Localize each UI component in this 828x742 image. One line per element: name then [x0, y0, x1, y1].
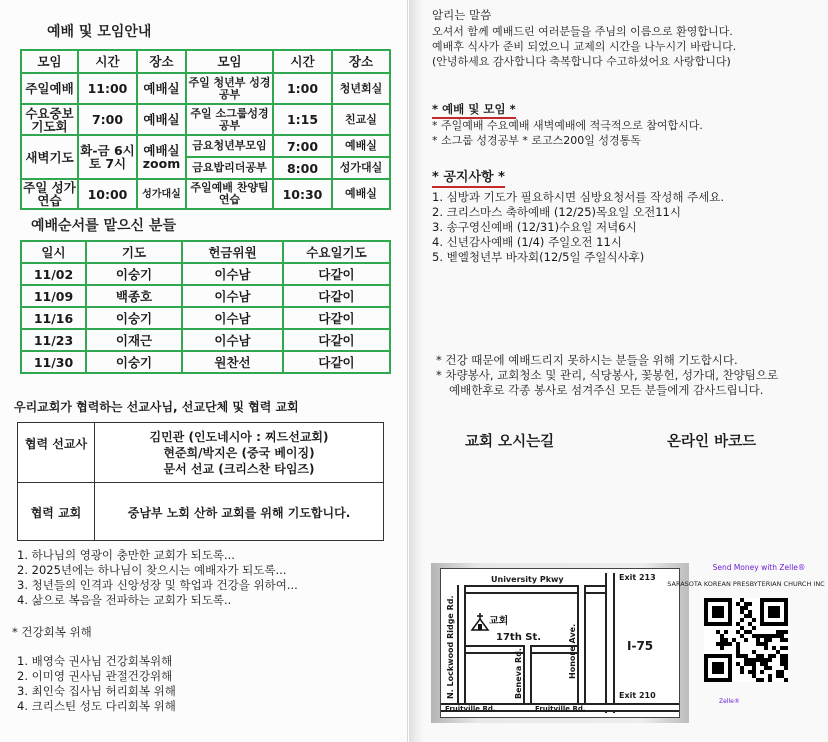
schedule-row [21, 104, 390, 135]
honore-road [577, 585, 586, 711]
welcome-line: 예배후 식사가 준비 되었으니 교제의 시간을 나누시기 바랍니다. [432, 40, 737, 53]
zelle-org-name: SARASOTA KOREAN PRESBYTERIAN CHURCH INC [667, 580, 825, 588]
street-17-label: 17th St. [496, 632, 542, 643]
schedule-title: 예배 및 모임안내 [47, 24, 152, 40]
goal-item: 3. 청년들의 인격과 신앙성장 및 학업과 건강을 위하여... [17, 578, 298, 592]
duty-title: 예배순서를 맡으신 분들 [31, 218, 176, 234]
partner-church: 중남부 노회 산하 교회를 위해 기도합니다. [127, 506, 351, 520]
duty-cell: 다같이 [283, 351, 390, 373]
schedule-cell: 주일 소그룹성경공부 [186, 104, 273, 135]
duty-cell: 이수남 [182, 285, 283, 307]
schedule-cell: 예배실 [332, 179, 390, 209]
schedule-cell: 예배실 [332, 135, 390, 157]
goal-item: 1. 하나님의 영광이 충만한 교회가 되도록... [17, 548, 235, 562]
mission-label-missionary: 협력 선교사 [24, 437, 88, 451]
i75-label: I-75 [627, 639, 654, 653]
notice-item: 2. 크리스마스 축하예배 (12/25)목요일 오전11시 [432, 205, 681, 219]
schedule-cell: 금요밥리더공부 [186, 157, 273, 179]
worship-text [432, 118, 703, 148]
mission-title: 우리교회가 협력하는 선교사님, 선교단체 및 협력 교회 [14, 400, 299, 414]
beneva-road [523, 645, 532, 711]
health-list [17, 654, 176, 714]
schedule-cell: 7:00 [273, 135, 332, 157]
schedule-cell: 10:00 [78, 179, 137, 209]
schedule-row [21, 179, 390, 209]
missionary-item: 김민관 (인도네시아 : 찌드선교회) [149, 430, 329, 444]
worship-title-text: * 예배 및 모임 * [432, 102, 516, 119]
worship-title [432, 102, 516, 117]
exit-210-label: Exit 210 [619, 691, 656, 700]
directions-title: 교회 오시는길 [465, 434, 555, 450]
goal-item: 2. 2025년에는 하나님이 찾으시는 예배자가 되도록... [17, 563, 287, 577]
schedule-cell: 8:00 [273, 157, 332, 179]
health-title: * 건강회복 위해 [12, 625, 92, 639]
health-item: 3. 최인숙 집사님 허리회복 위해 [17, 684, 176, 698]
duty-header: 일시 [21, 241, 86, 263]
goals-list [17, 548, 298, 608]
missionary-item: 현준희/박지은 (중국 베이징) [163, 446, 315, 460]
fruitville-label-2: Fruitville Rd. [535, 705, 586, 713]
worship-line: * 주일예배 수요예배 새벽예배에 적극적으로 참여합시다. [432, 119, 703, 132]
zelle-small-label: Zelle® [719, 698, 740, 705]
exit-213-label: Exit 213 [619, 573, 656, 582]
schedule-cell: 예배실 [137, 104, 186, 135]
duty-cell: 11/09 [21, 285, 86, 307]
honore-label: Honore Ave. [568, 623, 577, 679]
schedule-cell: 주일 청년부 성경공부 [186, 73, 273, 104]
notice-title [432, 170, 505, 185]
schedule-cell: 청년회실 [332, 73, 390, 104]
map-frame [431, 563, 689, 723]
duty-cell: 11/16 [21, 307, 86, 329]
schedule-header: 모임 [21, 50, 78, 73]
schedule-cell: 11:00 [78, 73, 137, 104]
schedule-cell: 10:30 [273, 179, 332, 209]
schedule-header: 모임 [186, 50, 273, 73]
duty-cell: 다같이 [283, 285, 390, 307]
schedule-cell: 새벽기도 [21, 135, 78, 179]
schedule-cell: 화-금 6시 토 7시 [78, 135, 137, 179]
duty-header: 기도 [86, 241, 182, 263]
schedule-cell: 7:00 [78, 104, 137, 135]
duty-cell: 다같이 [283, 329, 390, 351]
beneva-label: Beneva Rd. [514, 648, 523, 699]
schedule-table [20, 49, 391, 210]
schedule-header: 시간 [273, 50, 332, 73]
prayer-line: 예배한후로 각종 봉사로 섬겨주신 모든 분들에게 감사드립니다. [449, 383, 764, 397]
health-item: 1. 배영숙 권사님 건강회복위해 [17, 654, 173, 668]
mission-label-church: 협력 교회 [30, 506, 82, 520]
schedule-cell: 예배실 zoom [137, 135, 186, 179]
duty-cell: 11/02 [21, 263, 86, 285]
duty-cell: 백종호 [86, 285, 182, 307]
schedule-header: 장소 [137, 50, 186, 73]
duty-row [21, 329, 390, 351]
lockwood-label: N. Lockwood Ridge Rd. [446, 595, 455, 699]
duty-cell: 이수남 [182, 329, 283, 351]
mission-divider [18, 482, 383, 483]
health-item: 2. 이미영 권사님 관절건강위해 [17, 669, 173, 683]
duty-row [21, 351, 390, 373]
left-page [0, 0, 408, 742]
schedule-cell: 주일예배 [21, 73, 78, 104]
missionary-list [95, 429, 383, 477]
duty-table [20, 240, 391, 374]
duty-header-row [21, 241, 390, 263]
duty-row [21, 307, 390, 329]
welcome-text [432, 24, 736, 69]
schedule-header: 장소 [332, 50, 390, 73]
worship-line: * 소그룹 성경공부 * 로고스200일 성경통독 [432, 134, 641, 147]
mission-box [17, 422, 384, 541]
prayer-line: * 차량봉사, 교회청소 및 관리, 식당봉사, 꽃봉헌, 성가대, 찬양팀으로 [436, 368, 779, 382]
schedule-cell: 친교실 [332, 104, 390, 135]
lockwood-road [457, 585, 466, 711]
duty-header: 헌금위원 [182, 241, 283, 263]
notice-item: 4. 신년감사예배 (1/4) 주일오전 11시 [432, 235, 622, 249]
zelle-send-label: Send Money with Zelle® [712, 563, 806, 572]
notice-item: 5. 벧엘청년부 바자회(12/5일 주일식사후) [432, 250, 645, 264]
goal-item: 4. 삶으로 복음을 전파하는 교회가 되도록.. [17, 593, 232, 607]
right-page [409, 0, 828, 742]
zelle-qr-code[interactable] [704, 598, 788, 682]
schedule-header-row [21, 50, 390, 73]
duty-cell: 이수남 [182, 307, 283, 329]
duty-cell: 원찬선 [182, 351, 283, 373]
duty-cell: 이숭기 [86, 351, 182, 373]
barcode-title: 온라인 바코드 [667, 434, 757, 450]
schedule-row [21, 73, 390, 104]
duty-cell: 이재근 [86, 329, 182, 351]
university-road [465, 585, 613, 594]
schedule-cell: 주일예배 찬양팀연습 [186, 179, 273, 209]
notice-title-text: * 공지사항 * [432, 170, 505, 188]
duty-cell: 이숭기 [86, 263, 182, 285]
schedule-cell: 성가대실 [137, 179, 186, 209]
duty-row [21, 263, 390, 285]
notice-list [432, 190, 724, 265]
health-item: 4. 크리스틴 성도 다리회복 위해 [17, 699, 176, 713]
schedule-cell: 성가대실 [332, 157, 390, 179]
schedule-cell: 수요중보 기도회 [21, 104, 78, 135]
church-label: 교회 [489, 616, 509, 627]
duty-cell: 다같이 [283, 307, 390, 329]
duty-cell: 11/23 [21, 329, 86, 351]
prayer-line: * 건강 때문에 예배드리지 못하시는 분들을 위해 기도합시다. [436, 353, 738, 367]
schedule-cell: 예배실 [137, 73, 186, 104]
duty-header: 수요일기도 [283, 241, 390, 263]
duty-cell: 이수남 [182, 263, 283, 285]
notice-item: 1. 심방과 기도가 필요하시면 심방요청서를 작성해 주세요. [432, 190, 725, 204]
notice-item: 3. 송구영신예배 (12/31)수요일 저녁6시 [432, 220, 637, 234]
i75-road [605, 573, 615, 713]
schedule-cell: 1:00 [273, 73, 332, 104]
schedule-cell: 금요청년부모임 [186, 135, 273, 157]
schedule-row [21, 135, 390, 157]
prayer-text [436, 353, 778, 398]
duty-cell: 11/30 [21, 351, 86, 373]
directions-map [440, 568, 680, 718]
missionary-item: 문서 선교 (크리스찬 타임즈) [163, 462, 315, 476]
duty-cell: 이숭기 [86, 307, 182, 329]
welcome-line: (안녕하세요 감사합니다 축복합니다 수고하셨어요 사랑합니다) [432, 55, 731, 68]
schedule-cell: 주일 성가연습 [21, 179, 78, 209]
duty-cell: 다같이 [283, 263, 390, 285]
schedule-cell: 1:15 [273, 104, 332, 135]
fruitville-label-1: Fruitville Rd. [445, 705, 496, 713]
welcome-title: 알리는 말씀 [432, 8, 492, 22]
university-label: University Pkwy [491, 575, 564, 584]
welcome-line: 오셔서 함께 예배드린 여러분들을 주님의 이름으로 환영합니다. [432, 25, 733, 38]
duty-row [21, 285, 390, 307]
church-marker-icon [470, 613, 490, 631]
schedule-header: 시간 [78, 50, 137, 73]
